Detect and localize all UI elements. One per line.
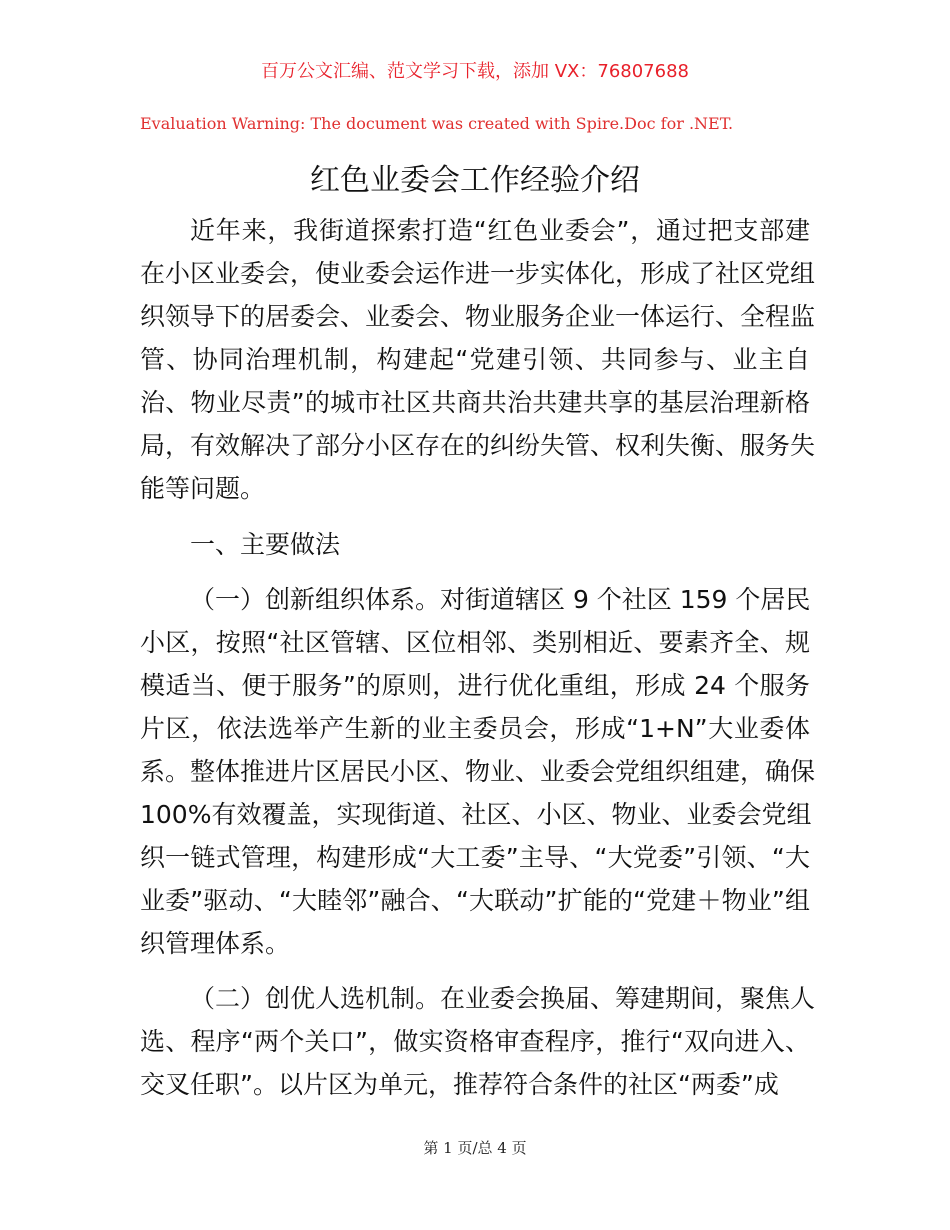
paragraph-line: 局，有效解决了部分小区存在的纠纷失管、权利失衡、服务失 (140, 431, 816, 460)
paragraph-line: 能等问题。 (140, 474, 266, 503)
section-heading: 一、主要做法 (190, 530, 341, 559)
paragraph-line: 选、程序“两个关口”，做实资格审查程序，推行“双向进入、 (140, 1027, 810, 1056)
paragraph-line: 100%有效覆盖，实现街道、社区、小区、物业、业委会党组 (140, 800, 812, 829)
paragraph-line: （二）创优人选机制。在业委会换届、筹建期间，聚焦人 (190, 984, 816, 1013)
paragraph-line: 业委”驱动、“大睦邻”融合、“大联动”扩能的“党建＋物业”组 (140, 886, 810, 915)
paragraph-line: 模适当、便于服务”的原则，进行优化重组，形成 24 个服务 (140, 671, 810, 700)
paragraph-line: 织领导下的居委会、业委会、物业服务企业一体运行、全程监 (140, 302, 816, 331)
paragraph-line: 在小区业委会，使业委会运作进一步实体化，形成了社区党组 (140, 259, 816, 288)
paragraph-line: 片区，依法选举产生新的业主委员会，形成“1+N”大业委体 (140, 714, 810, 743)
paragraph-line: 小区，按照“社区管辖、区位相邻、类别相近、要素齐全、规 (140, 628, 810, 657)
header-banner: 百万公文汇编、范文学习下载，添加 VX：76807688 (261, 61, 689, 82)
paragraph-line: 治、物业尽责”的城市社区共商共治共建共享的基层治理新格 (140, 388, 810, 417)
page-footer: 第 1 页/总 4 页 (423, 1139, 527, 1157)
paragraph-line: 近年来，我街道探索打造“红色业委会”，通过把支部建 (190, 216, 810, 245)
document-title: 红色业委会工作经验介绍 (310, 163, 640, 198)
paragraph-line: 织管理体系。 (140, 929, 291, 958)
paragraph-line: 交叉任职”。以片区为单元，推荐符合条件的社区“两委”成 (140, 1070, 779, 1099)
evaluation-warning: Evaluation Warning: The document was created with Spire.Doc for .NET. (140, 114, 734, 133)
paragraph-line: 系。整体推进片区居民小区、物业、业委会党组织组建，确保 (140, 757, 816, 786)
paragraph-line: 织一链式管理，构建形成“大工委”主导、“大党委”引领、“大 (140, 843, 810, 872)
paragraph-line: 管、协同治理机制，构建起“党建引领、共同参与、业主自 (140, 345, 810, 374)
paragraph-line: （一）创新组织体系。对街道辖区 9 个社区 159 个居民 (190, 585, 811, 614)
